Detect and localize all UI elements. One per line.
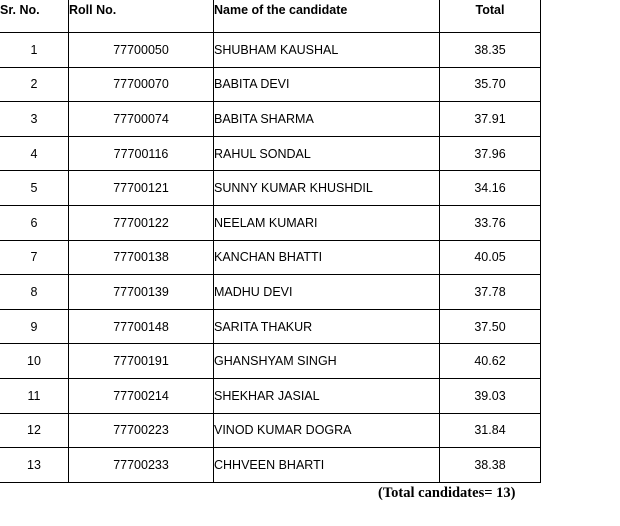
table-body [0,33,541,483]
cell-candidate-name: BABITA DEVI [214,67,440,102]
cell-candidate-name: SHUBHAM KAUSHAL [214,33,440,68]
cell-total: 40.62 [440,344,541,379]
header-roll-no: Roll No. [69,0,214,33]
table-row [0,378,541,413]
table-header [0,0,541,33]
cell-candidate-name: CHHVEEN BHARTI [214,448,440,483]
cell-candidate-name: BABITA SHARMA [214,102,440,137]
table-row [0,171,541,206]
cell-total: 37.96 [440,136,541,171]
cell-candidate-name: SARITA THAKUR [214,309,440,344]
cell-candidate-name: GHANSHYAM SINGH [214,344,440,379]
cell-roll-no: 77700070 [69,67,214,102]
table-row [0,240,541,275]
cell-candidate-name: KANCHAN BHATTI [214,240,440,275]
cell-total: 37.50 [440,309,541,344]
header-row [0,0,541,33]
cell-candidate-name: RAHUL SONDAL [214,136,440,171]
cell-candidate-name: VINOD KUMAR DOGRA [214,413,440,448]
table-row [0,136,541,171]
cell-sr-no: 11 [0,378,69,413]
cell-total: 37.91 [440,102,541,137]
cell-roll-no: 77700122 [69,205,214,240]
table-row [0,344,541,379]
cell-roll-no: 77700121 [69,171,214,206]
cell-roll-no: 77700116 [69,136,214,171]
cell-total: 37.78 [440,275,541,310]
cell-roll-no: 77700050 [69,33,214,68]
table-row [0,448,541,483]
cell-total: 39.03 [440,378,541,413]
cell-sr-no: 10 [0,344,69,379]
cell-sr-no: 7 [0,240,69,275]
cell-sr-no: 13 [0,448,69,483]
cell-total: 35.70 [440,67,541,102]
cell-roll-no: 77700139 [69,275,214,310]
cell-roll-no: 77700148 [69,309,214,344]
cell-roll-no: 77700138 [69,240,214,275]
table-row [0,33,541,68]
cell-candidate-name: SHEKHAR JASIAL [214,378,440,413]
table-row [0,275,541,310]
cell-sr-no: 5 [0,171,69,206]
header-sr-no: Sr. No. [0,0,69,33]
cell-sr-no: 2 [0,67,69,102]
header-total: Total [440,0,541,33]
header-candidate-name: Name of the candidate [214,0,440,33]
cell-sr-no: 8 [0,275,69,310]
table-row [0,413,541,448]
cell-total: 34.16 [440,171,541,206]
cell-total: 33.76 [440,205,541,240]
cell-sr-no: 3 [0,102,69,137]
cell-sr-no: 6 [0,205,69,240]
cell-total: 40.05 [440,240,541,275]
cell-roll-no: 77700233 [69,448,214,483]
table-row [0,67,541,102]
cell-total: 38.38 [440,448,541,483]
cell-roll-no: 77700223 [69,413,214,448]
cell-roll-no: 77700214 [69,378,214,413]
table-row [0,205,541,240]
cell-sr-no: 1 [0,33,69,68]
cell-candidate-name: MADHU DEVI [214,275,440,310]
cell-roll-no: 77700191 [69,344,214,379]
cell-sr-no: 12 [0,413,69,448]
cell-roll-no: 77700074 [69,102,214,137]
cell-candidate-name: SUNNY KUMAR KHUSHDIL [214,171,440,206]
table-row [0,102,541,137]
cell-total: 38.35 [440,33,541,68]
total-candidates-note: (Total candidates= 13) [378,485,516,501]
cell-total: 31.84 [440,413,541,448]
cell-candidate-name: NEELAM KUMARI [214,205,440,240]
cell-sr-no: 9 [0,309,69,344]
cell-sr-no: 4 [0,136,69,171]
table-row [0,309,541,344]
